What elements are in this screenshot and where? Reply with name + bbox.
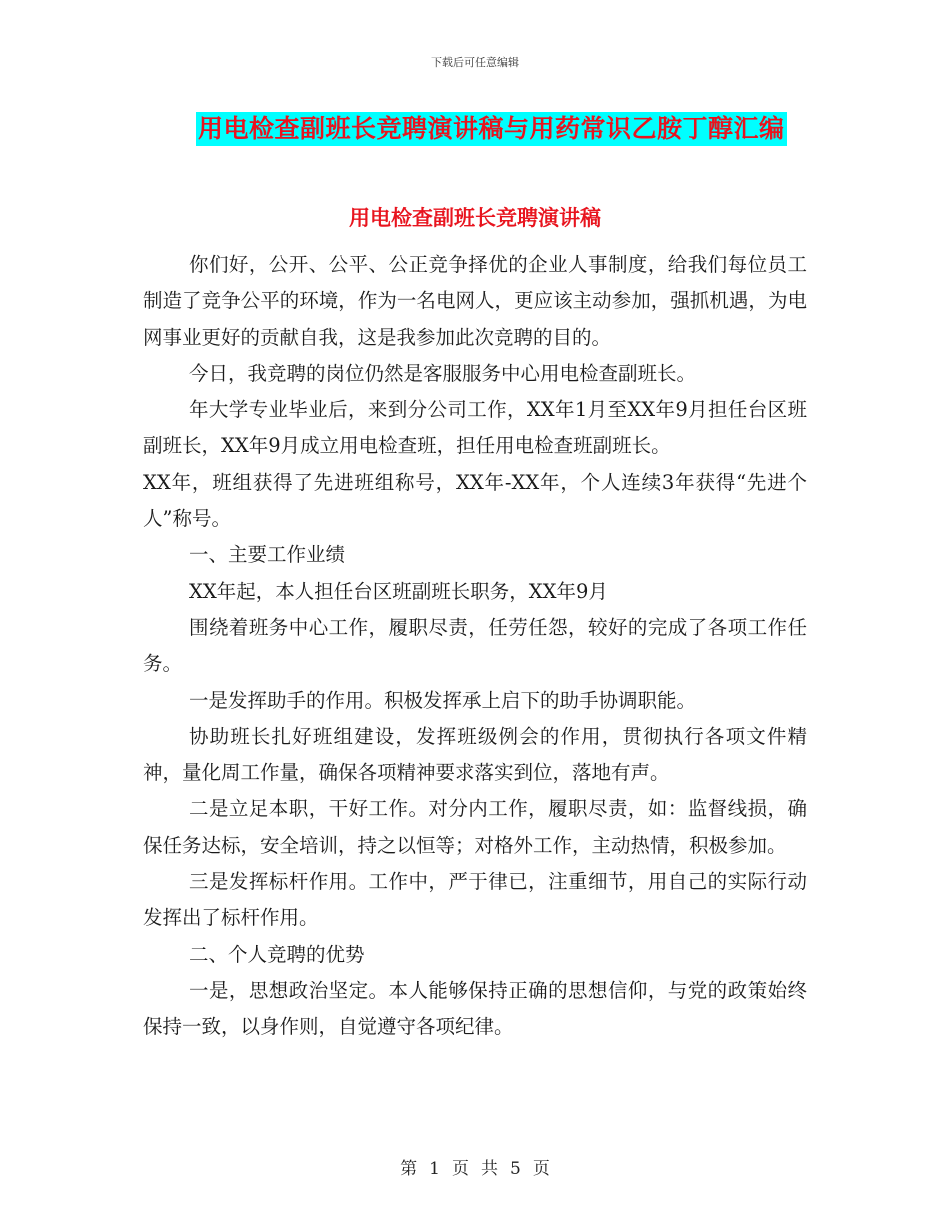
paragraph: XX年，班组获得了先进班组称号，XX年-XX年，个人连续3年获得“先进个人”称号。 [143, 470, 807, 531]
page-number: 1 [429, 1159, 440, 1179]
heading-main-achievements: 一、主要工作业绩 [189, 543, 346, 567]
header-note: 下载后可任意编辑 [431, 56, 519, 69]
footer-word: 第 [400, 1159, 418, 1179]
total-pages: 5 [510, 1159, 521, 1179]
paragraph: 一是，思想政治坚定。本人能够保持正确的思想信仰，与党的政策始终保持一致，以身作则，自觉遵守各项纪律。 [143, 978, 807, 1039]
page-footer [0, 1154, 950, 1179]
paragraph: 一是发挥助手的作用。积极发挥承上启下的助手协调职能。 [189, 688, 697, 712]
heading-advantages: 二、个人竞聘的优势 [189, 942, 365, 966]
document-body [143, 247, 807, 1046]
footer-word: 页 [532, 1159, 550, 1179]
paragraph: 围绕着班务中心工作，履职尽责，任劳任怨，较好的完成了各项工作任务。 [143, 615, 807, 676]
paragraph: 三是发挥标杆作用。工作中，严于律已，注重细节，用自己的实际行动发挥出了标杆作用。 [143, 870, 807, 930]
footer-word: 页 [452, 1159, 469, 1179]
paragraph: 你们好，公开、公平、公正竞争择优的企业人事制度，给我们每位员工制造了竞争公平的环境，作为一名电网人，更应该主动参加，强抓机遇，为电网事业更好的贡献自我，这是我参加此次竞聘的目的。 [143, 253, 807, 349]
section-title: 用电检查副班长竞聘演讲稿 [349, 206, 601, 230]
paragraph: XX年起，本人担任台区班副班长职务，XX年9月 [189, 579, 608, 603]
document-title: 用电检查副班长竞聘演讲稿与用药常识乙胺丁醇汇编 [196, 112, 787, 146]
paragraph: 二是立足本职，干好工作。对分内工作，履职尽责，如：监督线损，确保任务达标，安全培训，持之以恒等；对格外工作，主动热情，积极参加。 [143, 797, 807, 857]
paragraph: 年大学专业毕业后，来到分公司工作，XX年1月至XX年9月担任台区班副班长，XX年9月成立用电检查班，担任用电检查班副班长。 [143, 398, 807, 458]
paragraph: 协助班长扎好班组建设，发挥班级例会的作用，贯彻执行各项文件精神，量化周工作量，确保各项精神要求落实到位，落地有声。 [143, 724, 807, 785]
paragraph: 今日，我竞聘的岗位仍然是客服服务中心用电检查副班长。 [189, 361, 697, 385]
footer-word: 共 [481, 1159, 498, 1179]
